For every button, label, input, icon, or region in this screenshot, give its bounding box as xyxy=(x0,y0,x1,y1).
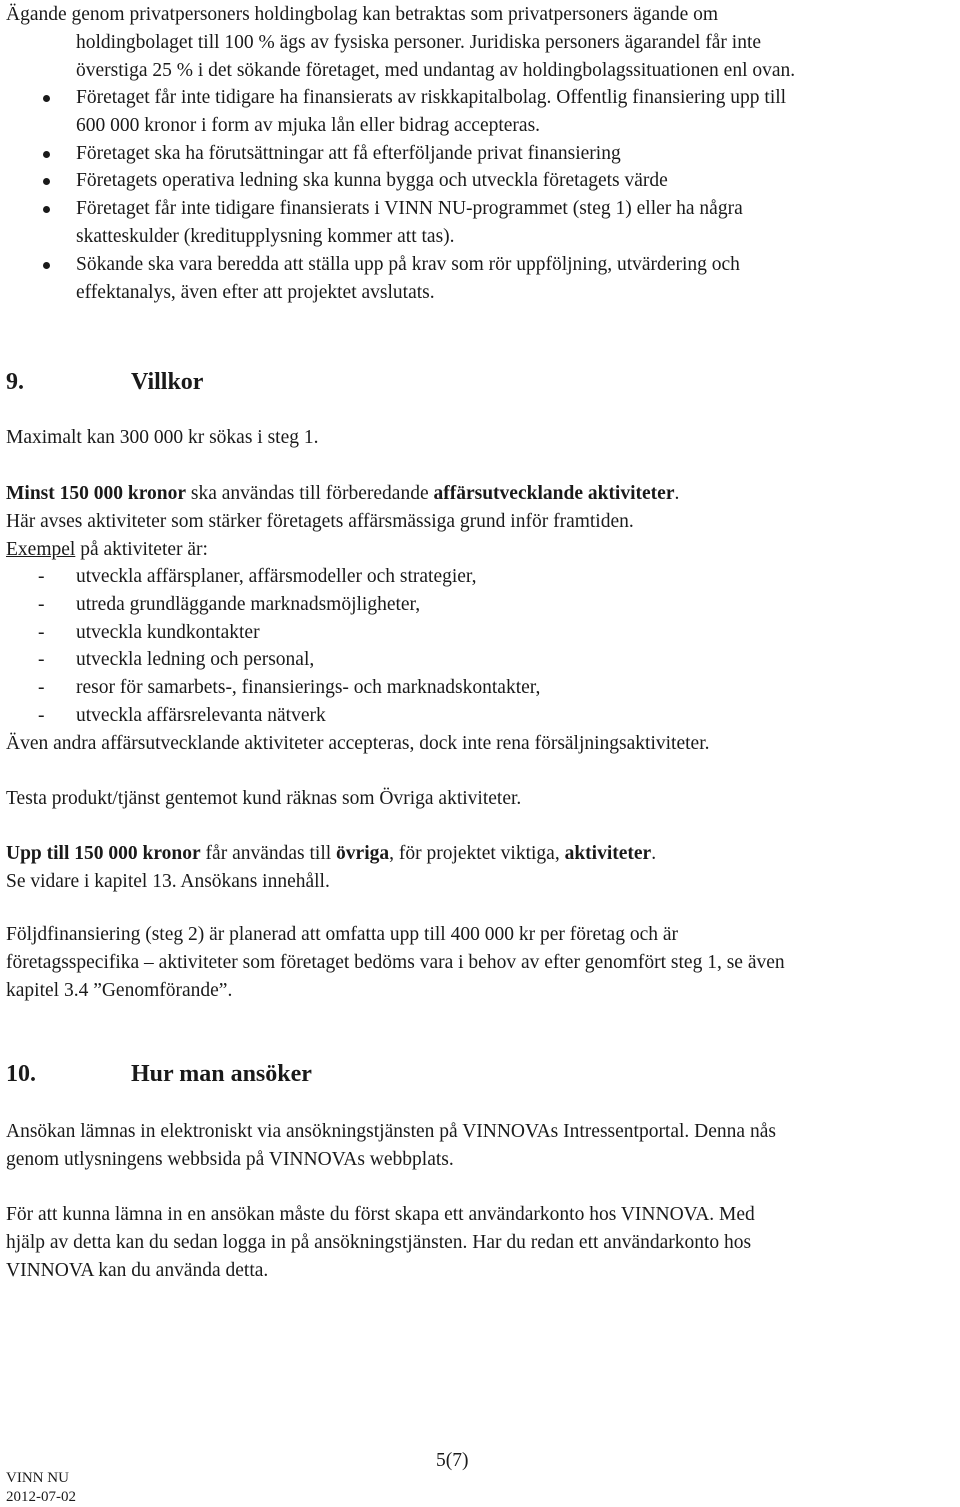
bold-text: affärsutvecklande aktiviteter xyxy=(433,483,675,504)
criteria-bullet-list xyxy=(6,84,960,306)
text-line xyxy=(6,536,960,564)
intro-paragraph xyxy=(6,1,960,84)
example-dash-list xyxy=(6,563,960,730)
text-span: , för projektet viktiga, xyxy=(389,843,565,864)
text-line: Företagets operativa ledning ska kunna bygga och utveckla företagets värde xyxy=(76,170,668,192)
bullet-item xyxy=(6,84,960,140)
text-line: Sökande ska vara beredda att ställa upp på krav som rör uppföljning, utvärdering och xyxy=(76,253,740,275)
text-line: hjälp av detta kan du sedan logga in på ansökningstjänsten. Har du redan ett användarkonto hos xyxy=(6,1231,752,1253)
text-span: får användas till xyxy=(200,843,337,864)
list-item xyxy=(6,619,960,647)
text-line: 600 000 kronor i form av mjuka lån eller bidrag accepteras. xyxy=(76,114,541,136)
bullet-item xyxy=(6,195,960,251)
bullet-item xyxy=(6,251,960,307)
bullet-item xyxy=(6,140,960,168)
follow-up-financing-paragraph xyxy=(6,921,960,1004)
text-line: effektanalys, även efter att projektet avslutats. xyxy=(76,281,435,303)
footer-program: VINN NU xyxy=(6,1470,69,1486)
page-footer xyxy=(6,1469,76,1507)
bullet-icon xyxy=(43,262,50,269)
section-number: 10. xyxy=(6,1061,36,1087)
account-paragraph xyxy=(6,1201,960,1284)
dash-marker: - xyxy=(38,621,45,643)
text-line xyxy=(6,840,960,868)
text-line: Följdfinansiering (steg 2) är planerad att omfatta upp till 400 000 kr per företag och är xyxy=(6,924,678,945)
list-item xyxy=(6,591,960,619)
minimum-paragraph xyxy=(6,480,960,563)
list-item-text: utveckla affärsplaner, affärsmodeller och strategier, xyxy=(76,566,477,587)
dash-marker: - xyxy=(38,593,45,615)
text-line: Företaget får inte tidigare finansierats i VINN NU-programmet (steg 1) eller ha några xyxy=(76,198,743,220)
underlined-text: Exempel xyxy=(6,538,76,560)
text-line: kapitel 3.4 ”Genomförande”. xyxy=(6,979,233,1001)
bold-text: övriga xyxy=(336,843,390,864)
footer-date: 2012-07-02 xyxy=(6,1489,76,1505)
dash-marker: - xyxy=(38,649,45,671)
text-line: genom utlysningens webbsida på VINNOVAs webbplats. xyxy=(6,1148,454,1170)
text-line: Ägande genom privatpersoners holdingbolag kan betraktas som privatpersoners ägande om xyxy=(6,4,719,25)
bold-text: aktiviteter xyxy=(564,843,652,864)
list-item-text: utreda grundläggande marknadsmöjligheter, xyxy=(76,593,421,615)
list-item-text: utveckla affärsrelevanta nätverk xyxy=(76,704,326,726)
text-line: VINNOVA kan du använda detta. xyxy=(6,1259,269,1281)
text-span: . xyxy=(674,483,680,504)
section-number: 9. xyxy=(6,369,24,395)
text-line: Även andra affärsutvecklande aktiviteter accepteras, dock inte rena försäljningsaktiviteter. xyxy=(6,733,710,754)
dash-marker: - xyxy=(38,566,45,587)
text-line: Företaget får inte tidigare ha finansierats av riskkapitalbolag. Offentlig finansiering upp till xyxy=(76,87,787,108)
list-item xyxy=(6,646,960,674)
bullet-icon xyxy=(43,178,50,185)
text-line: Maximalt kan 300 000 kr sökas i steg 1. xyxy=(6,427,319,448)
test-product-line xyxy=(6,785,960,813)
list-item-text: utveckla kundkontakter xyxy=(76,621,260,643)
bold-text: Upp till 150 000 kronor xyxy=(6,843,201,864)
dash-marker: - xyxy=(38,677,45,699)
application-paragraph xyxy=(6,1118,960,1174)
bullet-item xyxy=(6,167,960,195)
list-item-text: resor för samarbets-, finansierings- och marknadskontakter, xyxy=(76,677,541,699)
section-title: Villkor xyxy=(131,369,204,395)
bullet-icon xyxy=(43,95,50,102)
text-line: företagsspecifika – aktiviteter som företaget bedöms vara i behov av efter genomfört steg 1, se även xyxy=(6,951,785,973)
bold-text: Minst 150 000 kronor xyxy=(6,483,187,504)
section-title: Hur man ansöker xyxy=(131,1061,312,1087)
section-heading xyxy=(6,1059,312,1089)
text-line: Här avses aktiviteter som stärker företagets affärsmässiga grund inför framtiden. xyxy=(6,510,634,532)
dash-marker: - xyxy=(38,704,45,726)
text-span: på aktiviteter är: xyxy=(75,538,208,560)
text-line: Se vidare i kapitel 13. Ansökans innehåll. xyxy=(6,870,330,892)
list-item xyxy=(6,674,960,702)
text-span: . xyxy=(651,843,657,864)
text-line: skatteskulder (kreditupplysning kommer att tas). xyxy=(76,225,455,247)
text-line: holdingbolaget till 100 % ägs av fysiska personer. Juridiska personers ägarandel får inte xyxy=(76,31,762,53)
max-amount-line xyxy=(6,424,960,452)
text-line: överstiga 25 % i det sökande företaget, med undantag av holdingbolagssituationen enl ovan. xyxy=(76,59,796,81)
text-line: Ansökan lämnas in elektroniskt via ansökningstjänsten på VINNOVAs Intressentportal. Denna nås xyxy=(6,1121,776,1142)
text-line: Företaget ska ha förutsättningar att få efterföljande privat finansiering xyxy=(76,142,621,164)
text-span: ska användas till förberedande xyxy=(186,483,434,504)
list-item-text: utveckla ledning och personal, xyxy=(76,649,315,671)
other-activities-paragraph xyxy=(6,840,960,896)
section-heading xyxy=(6,367,203,397)
text-line: Testa produkt/tjänst gentemot kund räknas som Övriga aktiviteter. xyxy=(6,788,522,809)
bullet-icon xyxy=(43,206,50,213)
page-number: 5(7) xyxy=(436,1450,469,1471)
list-item xyxy=(6,702,960,730)
also-accepted-line xyxy=(6,730,960,758)
text-line: För att kunna lämna in en ansökan måste du först skapa ett användarkonto hos VINNOVA. Med xyxy=(6,1204,755,1225)
list-item xyxy=(6,563,960,591)
text-line xyxy=(6,480,960,508)
bullet-icon xyxy=(43,151,50,158)
